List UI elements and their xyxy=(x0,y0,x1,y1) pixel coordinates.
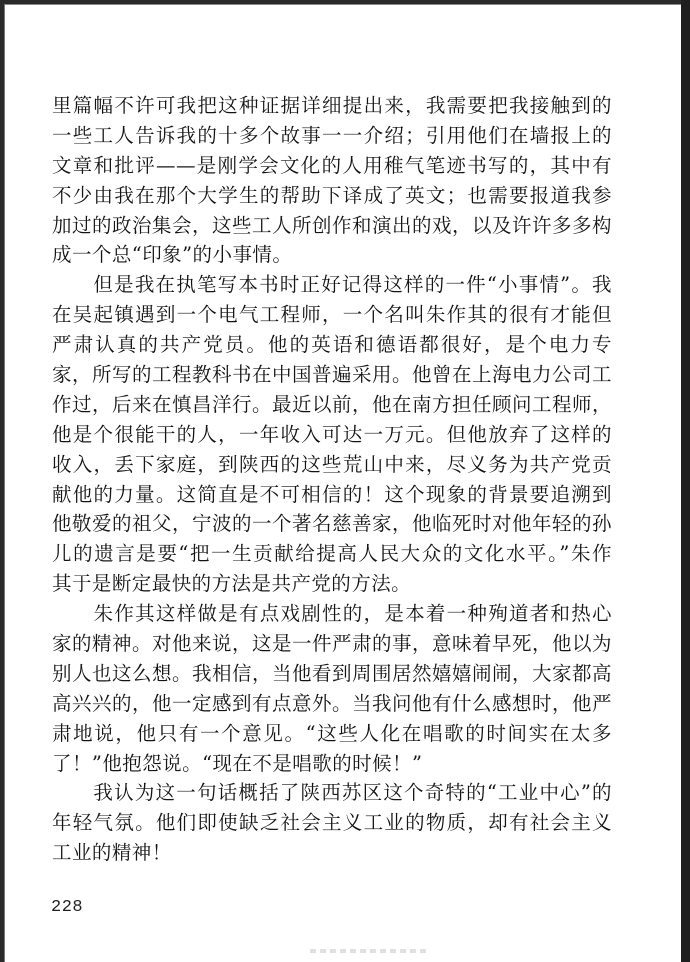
text-line: 献他的力量。这简直是不可相信的！这个现象的背景要追溯到 xyxy=(52,482,612,506)
text-line: 儿的遗言是要“把一生贡献给提高人民大众的文化水平。”朱作 xyxy=(52,542,612,566)
text-line: 里篇幅不许可我把这种证据详细提出来，我需要把我接触到的 xyxy=(52,94,612,117)
viewer-scroll-edge[interactable] xyxy=(681,0,690,962)
text-line: 肃地说，他只有一个意见。“这些人化在唱歌的时间实在太多 xyxy=(52,721,612,745)
text-line: 他是个很能干的人，一年收入可达一万元。但他放弃了这样的 xyxy=(52,422,612,446)
text-line: 文章和批评——是刚学会文化的人用稚气笔迹书写的，其中有 xyxy=(52,153,612,177)
text-line: 但是我在执笔写本书时正好记得这样的一件“小事情”。我 xyxy=(52,273,612,297)
text-line: 其于是断定最快的方法是共产党的方法。 xyxy=(52,572,412,596)
text-line: 年轻气氛。他们即使缺乏社会主义工业的物质，却有社会主义 xyxy=(52,811,612,835)
body-text xyxy=(52,91,612,868)
text-line: 家的精神。对他来说，这是一件严肃的事，意味着早死，他以为 xyxy=(52,632,612,656)
text-line: 别人也这么想。我相信，当他看到周围居然嬉嬉闹闹，大家都高 xyxy=(52,661,612,685)
text-line: 在吴起镇遇到一个电气工程师，一个名叫朱作其的很有才能但 xyxy=(52,303,612,327)
text-line: 高兴兴的，他一定感到有点意外。当我问他有什么感想时，他严 xyxy=(52,691,612,715)
text-line: 工业的精神！ xyxy=(52,841,172,865)
page-number: 228 xyxy=(51,898,84,917)
text-line: 收入，丢下家庭，到陕西的这些荒山中来，尽义务为共产党贡 xyxy=(52,452,612,476)
text-line: 家，所写的工程教科书在中国普遍采用。他曾在上海电力公司工 xyxy=(52,363,612,387)
text-line: 朱作其这样做是有点戏剧性的，是本着一种殉道者和热心 xyxy=(52,602,612,626)
text-line: 我认为这一句话概括了陕西苏区这个奇特的“工业中心”的 xyxy=(52,781,612,805)
text-line: 不少由我在那个大学生的帮助下译成了英文；也需要报道我参 xyxy=(52,183,612,207)
scan-artifact xyxy=(310,949,430,953)
text-line: 严肃认真的共产党员。他的英语和德语都很好，是个电力专 xyxy=(52,333,612,357)
text-line: 作过，后来在慎昌洋行。最近以前，他在南方担任顾问工程师， xyxy=(52,392,612,416)
text-line: 了！”他抱怨说。“现在不是唱歌的时候！” xyxy=(52,751,423,775)
text-line: 加过的政治集会，这些工人所创作和演出的戏，以及许许多多构 xyxy=(52,213,612,237)
text-line: 成一个总“印象”的小事情。 xyxy=(52,243,293,267)
document-page xyxy=(4,4,682,962)
text-line: 他敬爱的祖父，宁波的一个著名慈善家，他临死时对他年轻的孙 xyxy=(52,512,612,536)
text-line: 一些工人告诉我的十多个故事一一介绍；引用他们在墙报上的 xyxy=(52,123,612,147)
